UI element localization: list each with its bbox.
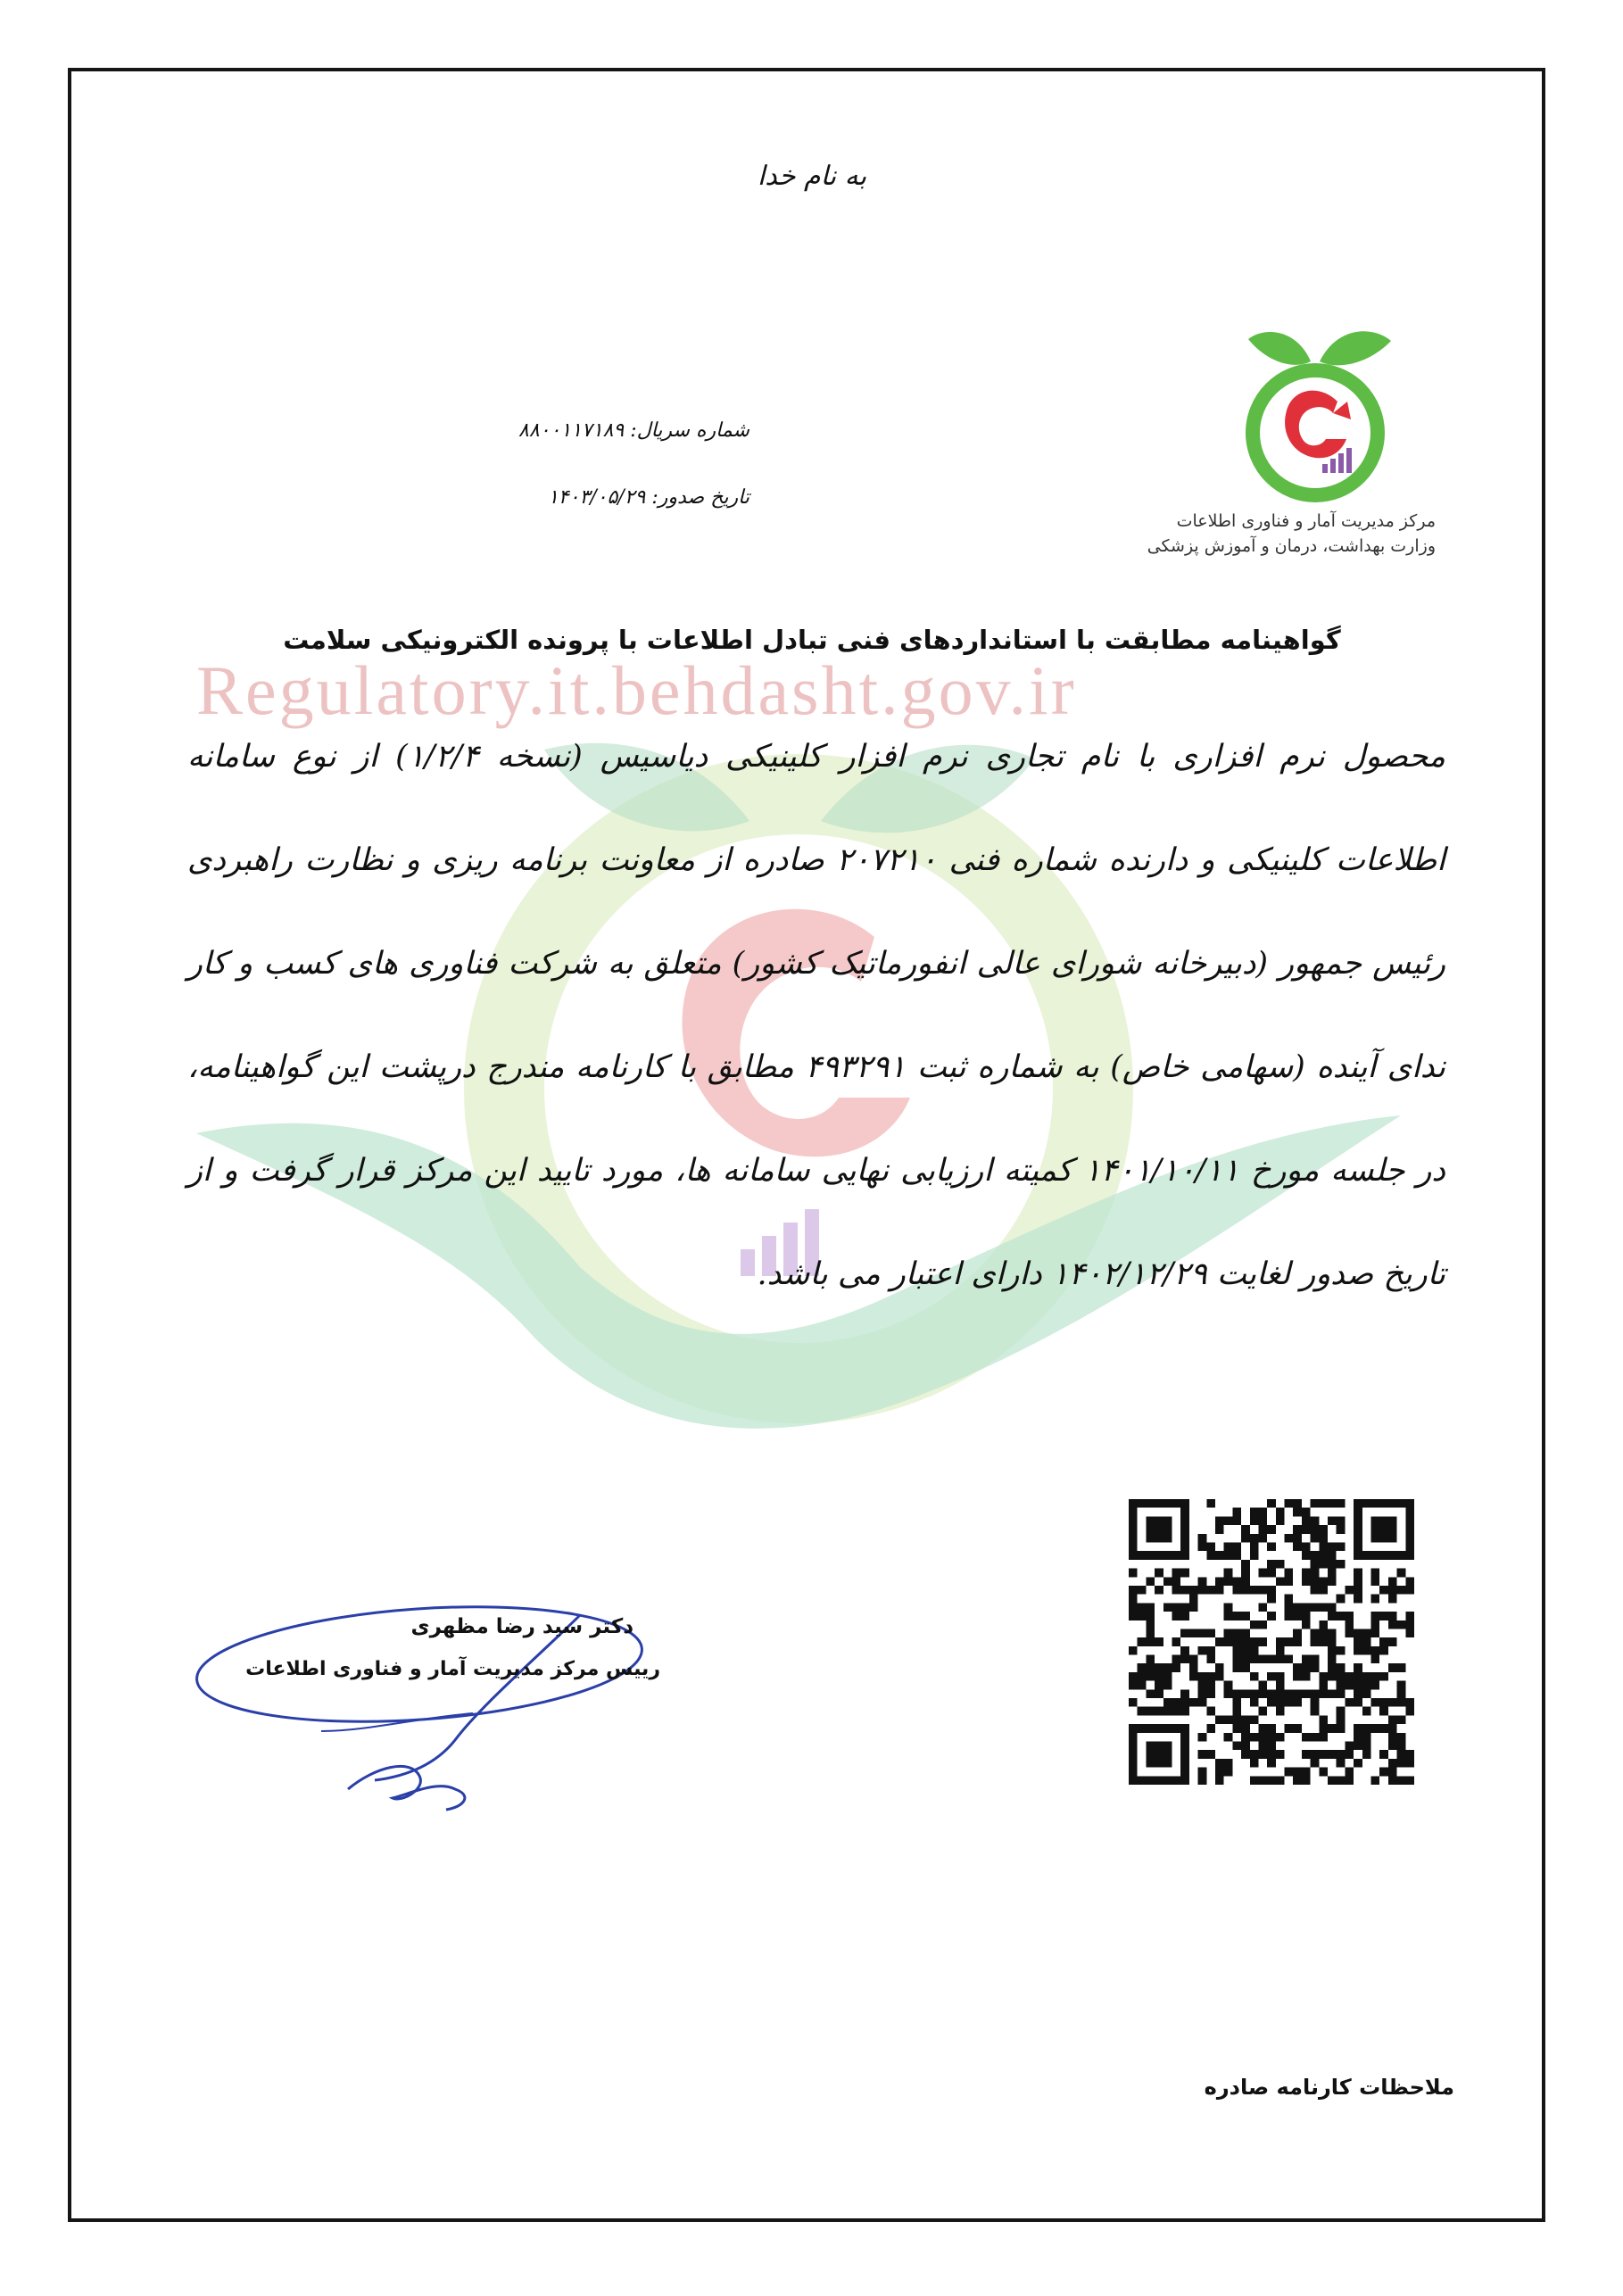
signature-block <box>187 1597 687 1820</box>
ministry-logo <box>1147 321 1436 559</box>
signatory-name: دکتر سید رضا مظهری <box>410 1615 633 1638</box>
qr-code-icon <box>1129 1499 1414 1785</box>
issue-date: تاریخ صدور: ۱۴۰۳/۰۵/۲۹ <box>547 486 749 509</box>
logo-line-1: مرکز مدیریت آمار و فناوری اطلاعات <box>1176 511 1436 531</box>
remarks-heading: ملاحظات کارنامه صادره <box>1204 2075 1454 2100</box>
signatory-role: رییس مرکز مدیریت آمار و فناوری اطلاعات <box>245 1658 660 1680</box>
serial-number: شماره سریال: ۸۸۰۰۱۱۷۱۸۹ <box>518 419 749 442</box>
qr-code <box>1129 1499 1414 1785</box>
watermark-text: Regulatory.it.behdasht.gov.ir <box>196 651 1077 729</box>
health-ministry-apple-logo-icon <box>1226 321 1404 509</box>
certificate-body: محصول نرم افزاری با نام تجاری نرم افزار کلینیکی دیاسیس (نسخه ۱/۲/۴) از نوع سامانه اطلاعات کلینیکی و دارنده شماره فنی ۲۰۷۲۱۰ صادره از معاونت برنامه ریزی و نظارت راهبردی رئیس جمهور (دبیرخانه شورای عالی انفورماتیک کشور) متعلق به شرکت فناوری های کسب و کار ندای آینده (سهامی خاص) به شماره ثبت ۴۹۳۲۹۱ مطابق با کارنامه مندرج درپشت این گواهینامه، در جلسه مورخ ۱۴۰۱/۱۰/۱۱ کمیته ارزیابی نهایی سامانه ها، مورد تایید این مرکز قرار گرفت و از تاریخ صدور لغایت ۱۴۰۲/۱۲/۲۹ دارای اعتبار می باشد. <box>187 739 1446 1292</box>
certificate-title: گواهینامه مطابقت با استانداردهای فنی تبادل اطلاعات با پرونده الکترونیکی سلامت <box>283 625 1341 655</box>
basmala: به نام خدا <box>757 161 867 192</box>
logo-line-2: وزارت بهداشت، درمان و آموزش پزشکی <box>1147 536 1436 556</box>
